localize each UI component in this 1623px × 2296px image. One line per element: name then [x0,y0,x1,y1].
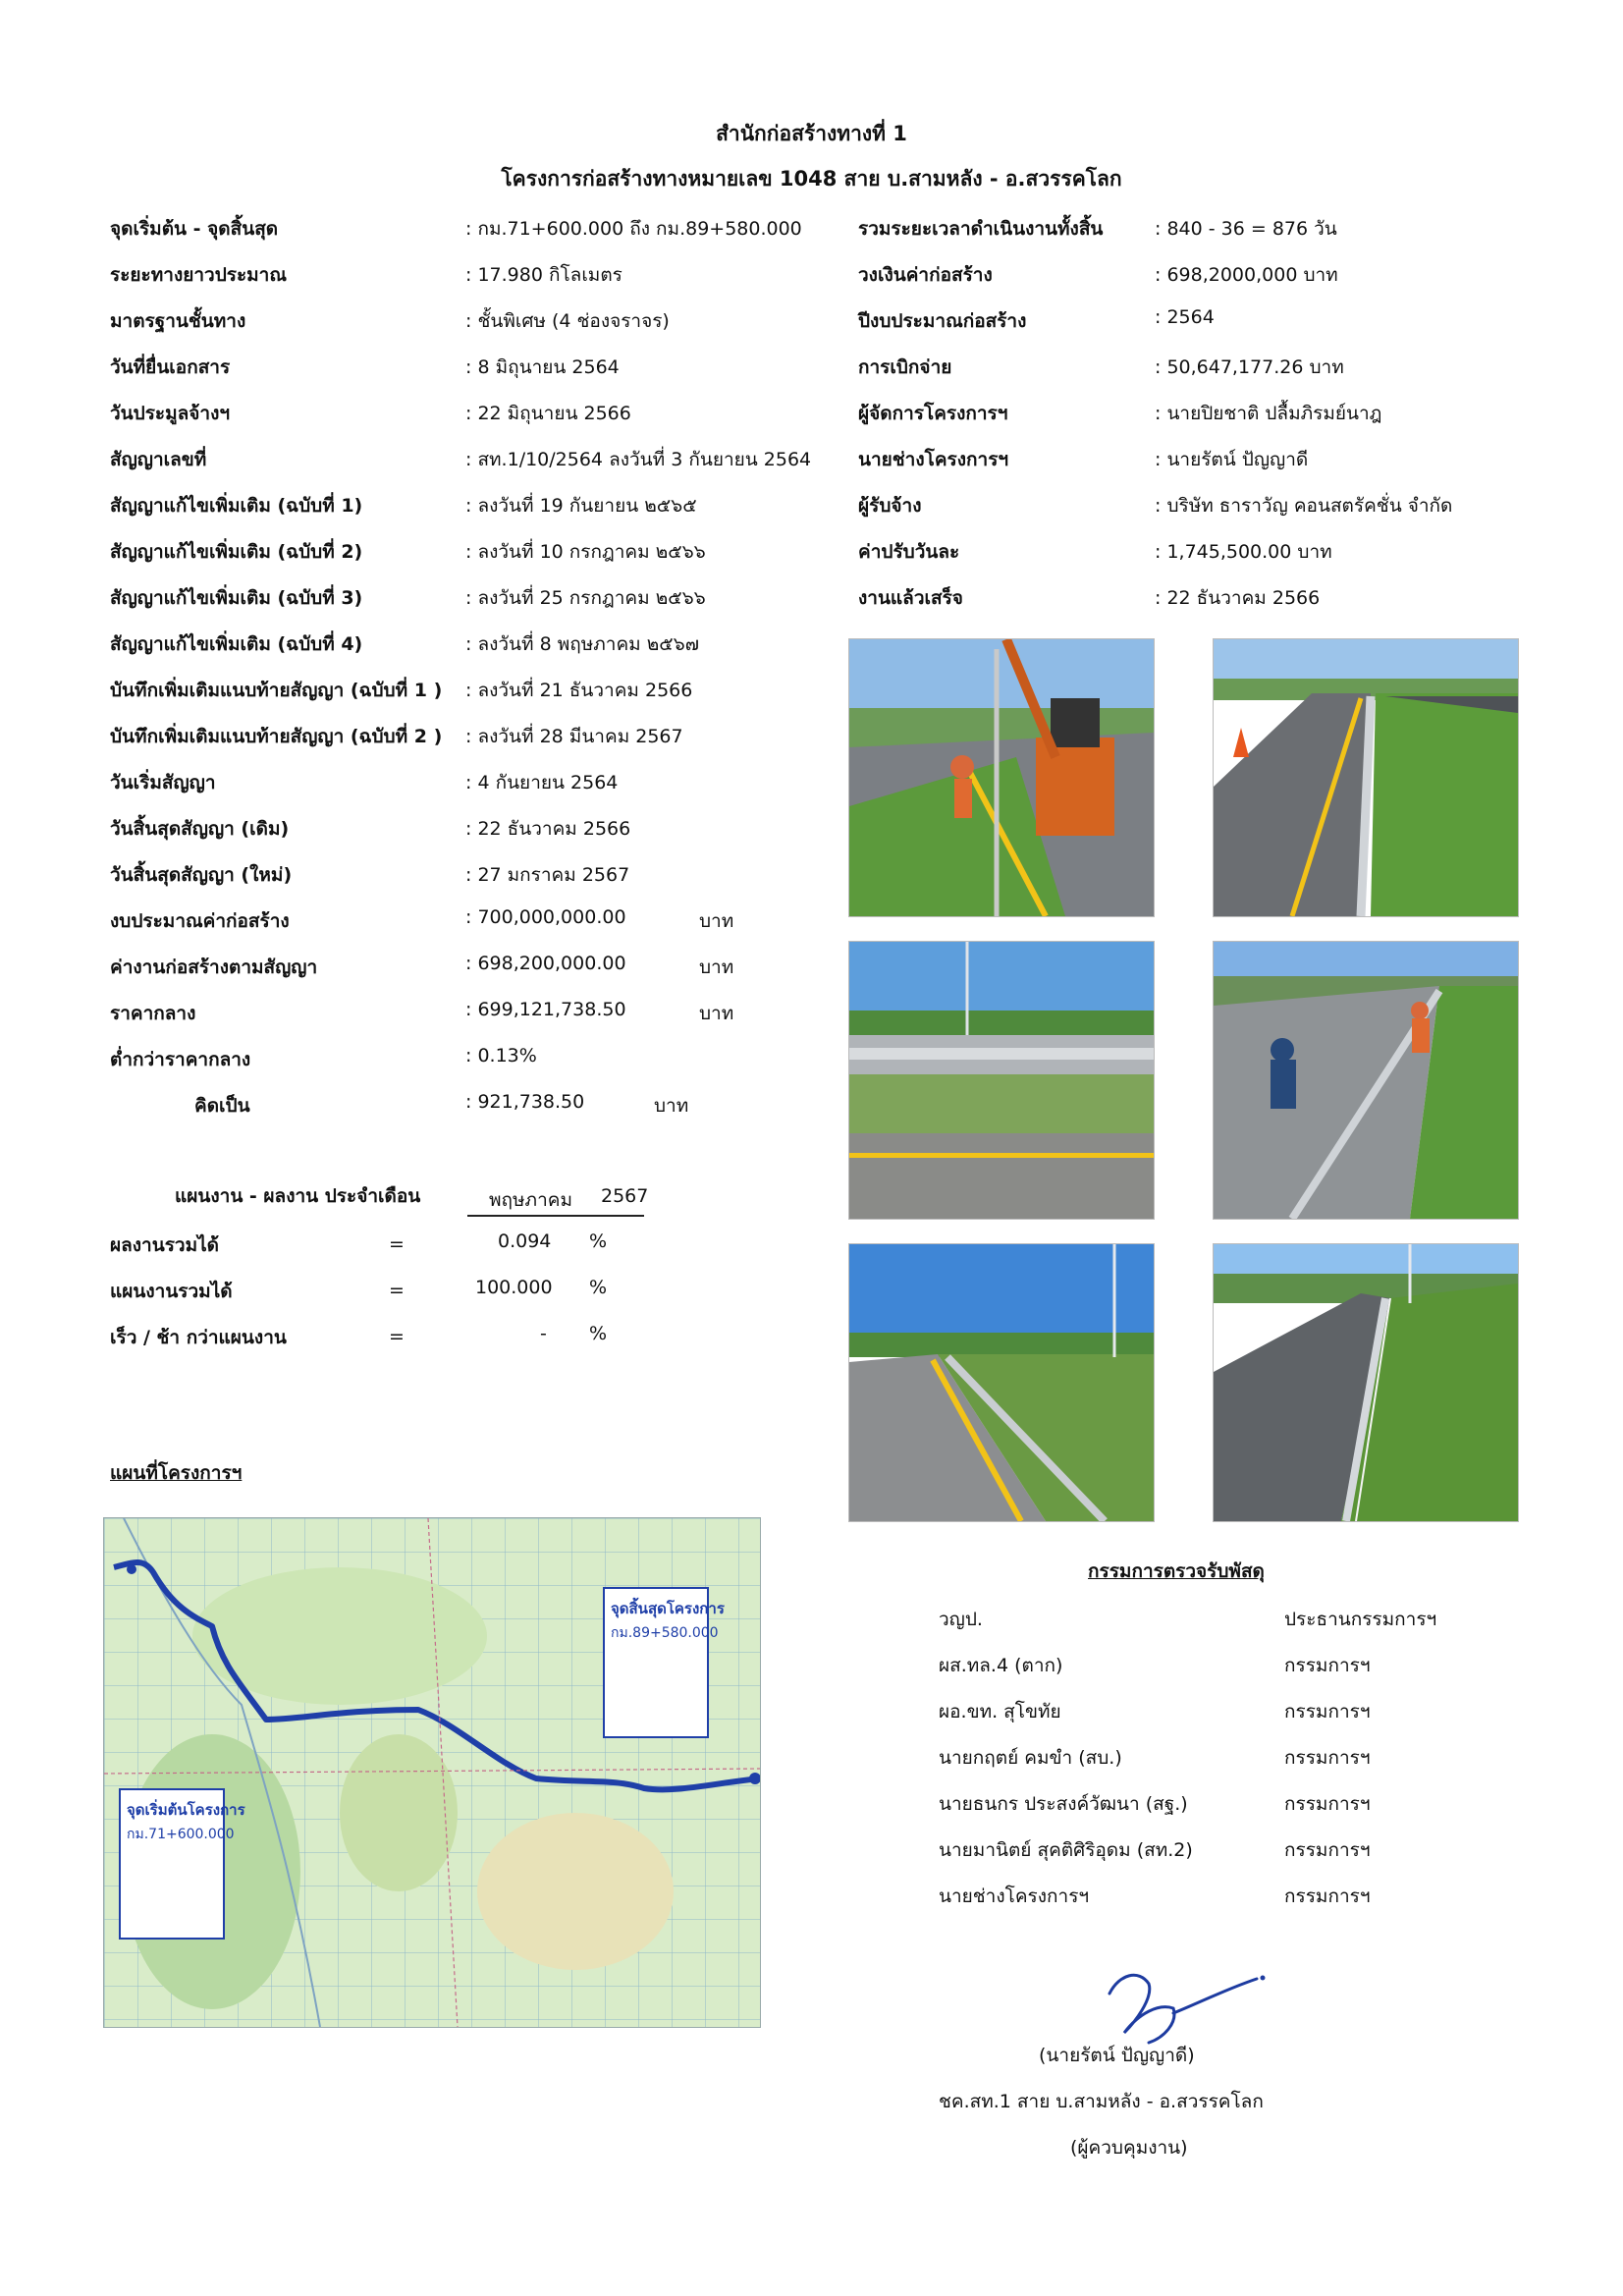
row-unit: บาท [699,957,734,978]
row-value: : นายรัตน์ ปัญญาดี [1155,449,1309,470]
committee-member-name: นายกฤตย์ คมขำ (สบ.) [939,1747,1122,1769]
kidpen-label: คิดเป็น [194,1095,250,1117]
row-label: วันสิ้นสุดสัญญา (ใหม่) [110,864,293,886]
progress-year: 2567 [601,1185,649,1207]
row-label: ปีงบประมาณก่อสร้าง [858,310,1027,332]
committee-member-role: ประธานกรรมการฯ [1284,1609,1437,1630]
start-point-box [119,1788,245,1940]
row-value: : กม.71+600.000 ถึง กม.89+580.000 [465,218,802,240]
project-map [103,1517,761,2028]
row-label: ผู้รับจ้าง [858,495,922,517]
row-label: วันที่ยื่นเอกสาร [110,356,231,378]
row-label: งานแล้วเสร็จ [858,587,963,609]
progress-heading: แผนงาน - ผลงาน ประจำเดือน [175,1185,421,1207]
committee-member-name: นายธนกร ประสงค์วัฒนา (สฐ.) [939,1793,1188,1815]
row-value: : 50,647,177.26 บาท [1155,356,1344,378]
row-value: : 27 มกราคม 2567 [465,864,630,886]
end-point-km: กม.89+580.000 [611,1625,719,1641]
row-label: ราคากลาง [110,1003,196,1024]
row-label: ค่าปรับวันละ [858,541,960,563]
committee-member-role: กรรมการฯ [1284,1793,1371,1815]
month-underline [467,1215,644,1217]
progress-row-value: - [540,1323,547,1344]
photo-excavator-work [848,638,1155,917]
photo-guardrail-finished-1 [848,1243,1155,1522]
row-value: : 698,200,000.00 [465,953,626,974]
progress-row-label: แผนงานรวมได้ [110,1281,233,1302]
kidpen-unit: บาท [654,1095,689,1117]
row-label: วันสิ้นสุดสัญญา (เดิม) [110,818,290,840]
row-label: สัญญาเลขที่ [110,449,207,470]
committee-member-name: ผส.ทล.4 (ตาก) [939,1655,1063,1676]
row-value: : ลงวันที่ 28 มีนาคม 2567 [465,726,683,747]
progress-row-value: 0.094 [498,1230,552,1252]
row-label: นายช่างโครงการฯ [858,449,1009,470]
progress-month: พฤษภาคม [489,1189,572,1211]
row-label: ต่ำกว่าราคากลาง [110,1049,251,1070]
row-value: : ลงวันที่ 21 ธันวาคม 2566 [465,680,693,701]
row-label: จุดเริ่มต้น - จุดสิ้นสุด [110,218,279,240]
row-value: : สท.1/10/2564 ลงวันที่ 3 กันยายน 2564 [465,449,812,470]
row-value: : 700,000,000.00 [465,906,626,928]
row-label: สัญญาแก้ไขเพิ่มเติม (ฉบับที่ 1) [110,495,363,517]
row-value: : ลงวันที่ 8 พฤษภาคม ๒๕๖๗ [465,633,699,655]
kidpen-value: : 921,738.50 [465,1091,585,1113]
start-point-km: กม.71+600.000 [127,1827,235,1842]
signature-name: (นายรัตน์ ปัญญาดี) [1039,2045,1195,2066]
row-label: สัญญาแก้ไขเพิ่มเติม (ฉบับที่ 3) [110,587,363,609]
row-label: วงเงินค่าก่อสร้าง [858,264,993,286]
row-value: : 17.980 กิโลเมตร [465,264,622,286]
progress-row-eq: = [389,1280,405,1301]
photo-guardrail-close [848,941,1155,1220]
row-value: : ลงวันที่ 19 กันยายน ๒๕๖๕ [465,495,697,517]
map-title: แผนที่โครงการฯ [110,1462,243,1484]
row-value: : 1,745,500.00 บาท [1155,541,1332,563]
row-label: วันประมูลจ้างฯ [110,403,231,424]
row-value: : นายปิยชาติ ปลื้มภิรมย์นาฎ [1155,403,1382,424]
committee-member-role: กรรมการฯ [1284,1747,1371,1769]
committee-member-name: ผอ.ขท. สุโขทัย [939,1701,1061,1722]
row-value: : 4 กันยายน 2564 [465,772,619,793]
row-value: : 22 มิถุนายน 2566 [465,403,631,424]
row-unit: บาท [699,910,734,932]
row-label: บันทึกเพิ่มเติมแนบท้ายสัญญา (ฉบับที่ 2 ) [110,726,443,747]
photo-road-guardrail-1 [1213,638,1519,917]
row-label: รวมระยะเวลาดำเนินงานทั้งสิ้น [858,218,1104,240]
end-point-label: จุดสิ้นสุดโครงการ [611,1600,725,1617]
progress-row-unit: % [589,1323,608,1344]
row-value: : ลงวันที่ 10 กรกฎาคม ๒๕๖๖ [465,541,706,563]
row-label: สัญญาแก้ไขเพิ่มเติม (ฉบับที่ 4) [110,633,363,655]
committee-member-name: นายมานิตย์ สุคติศิริอุดม (สท.2) [939,1839,1193,1861]
committee-member-role: กรรมการฯ [1284,1839,1371,1861]
row-label: งบประมาณค่าก่อสร้าง [110,910,290,932]
progress-row-eq: = [389,1233,405,1255]
row-value: : 840 - 36 = 876 วัน [1155,218,1337,240]
committee-member-name: วญป. [939,1609,983,1630]
photo-workers-installing [1213,941,1519,1220]
progress-row-unit: % [589,1277,608,1298]
row-label: บันทึกเพิ่มเติมแนบท้ายสัญญา (ฉบับที่ 1 ) [110,680,443,701]
committee-title: กรรมการตรวจรับพัสดุ [1088,1560,1265,1582]
end-point-box [603,1587,725,1738]
committee-member-role: กรรมการฯ [1284,1886,1371,1907]
photo-guardrail-finished-2 [1213,1243,1519,1522]
committee-member-name: นายช่างโครงการฯ [939,1886,1090,1907]
row-label: ค่างานก่อสร้างตามสัญญา [110,957,318,978]
office-title: สำนักก่อสร้างทางที่ 1 [716,122,907,145]
committee-member-role: กรรมการฯ [1284,1701,1371,1722]
project-title: โครงการก่อสร้างทางหมายเลข 1048 สาย บ.สามหลัง - อ.สวรรคโลก [501,167,1122,191]
start-point-label: จุดเริ่มต้นโครงการ [127,1801,245,1819]
row-value: : 8 มิถุนายน 2564 [465,356,620,378]
row-unit: บาท [699,1003,734,1024]
row-label: ผู้จัดการโครงการฯ [858,403,1008,424]
row-value: : บริษัท ธาราวัญ คอนสตรัคชั่น จำกัด [1155,495,1453,517]
row-value: : 22 ธันวาคม 2566 [1155,587,1321,609]
progress-row-eq: = [389,1326,405,1347]
row-value: : 699,121,738.50 [465,999,626,1020]
row-value: : ชั้นพิเศษ (4 ช่องจราจร) [465,310,670,332]
progress-row-label: เร็ว / ช้า กว่าแผนงาน [110,1327,287,1348]
committee-member-role: กรรมการฯ [1284,1655,1371,1676]
row-value: : 0.13% [465,1045,537,1066]
row-value: : 698,2000,000 บาท [1155,264,1338,286]
progress-row-value: 100.000 [475,1277,553,1298]
row-value: : 2564 [1155,306,1215,328]
row-value: : ลงวันที่ 25 กรกฎาคม ๒๕๖๖ [465,587,706,609]
progress-row-label: ผลงานรวมได้ [110,1234,220,1256]
row-label: การเบิกจ่าย [858,356,952,378]
signature-position: ชค.สท.1 สาย บ.สามหลัง - อ.สวรรคโลก [939,2091,1264,2112]
row-label: วันเริ่มสัญญา [110,772,216,793]
row-label: ระยะทางยาวประมาณ [110,264,287,286]
row-label: มาตรฐานชั้นทาง [110,310,246,332]
signature-role: (ผู้ควบคุมงาน) [1070,2137,1188,2159]
row-label: สัญญาแก้ไขเพิ่มเติม (ฉบับที่ 2) [110,541,363,563]
progress-row-unit: % [589,1230,608,1252]
row-value: : 22 ธันวาคม 2566 [465,818,631,840]
